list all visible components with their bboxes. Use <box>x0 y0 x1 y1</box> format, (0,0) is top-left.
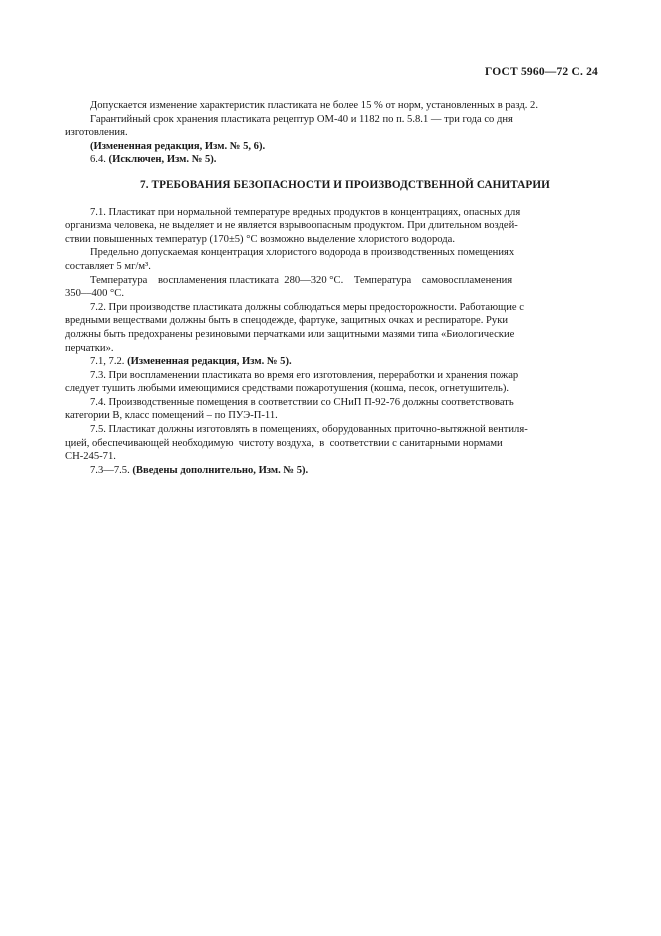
p72-line-3: должны быть предохранены резиновыми перчатками или защитными мазями типа «Биологические <box>65 328 515 340</box>
item-6-4 <box>90 153 598 167</box>
amendment-note-5-6: (Измененная редакция, Изм. № 5, 6). <box>90 140 266 152</box>
p72-line-2: вредными веществами должны быть в спецодежде, фартуке, защитных очках и респираторе. Руки <box>65 315 509 327</box>
p72-line-4: перчатки». <box>65 342 114 354</box>
section-title: 7. ТРЕБОВАНИЯ БЕЗОПАСНОСТИ И ПРОИЗВОДСТВЕННОЙ САНИТАРИИ <box>140 178 550 191</box>
note-7-3-7-5-text: (Введены дополнительно, Изм. № 5). <box>132 464 309 476</box>
paragraph-7-5 <box>65 423 598 464</box>
note-7-1-7-2-number: 7.1, 7.2. <box>90 356 125 368</box>
note-7-1-7-2-text: (Измененная редакция, Изм. № 5). <box>127 356 292 368</box>
paragraph-max-concentration <box>65 246 598 273</box>
paragraph-warranty <box>65 113 598 140</box>
note-7-3-7-5-number: 7.3––7.5. <box>90 464 130 476</box>
warranty-line-1: Гарантийный срок хранения пластиката рецептур ОМ-40 и 1182 по п. 5.8.1 — три года со дня <box>90 113 513 125</box>
amendment-note-7-3-7-5 <box>90 464 598 478</box>
warranty-line-2: изготовления. <box>65 127 128 139</box>
item-6-4-text: (Исключен, Изм. № 5). <box>108 154 217 166</box>
temperature-line-1: Температура воспламенения пластиката 280––320 °С. Температура самовоспламенения <box>90 274 513 286</box>
paragraph-7-1 <box>65 206 598 247</box>
p74-line-1: 7.4. Производственные помещения в соответствии со СНиП П-92-76 должны соответствовать <box>90 396 514 408</box>
p71-line-1: 7.1. Пластикат при нормальной температуре вредных продуктов в концентрациях, опасных для <box>90 206 521 218</box>
amendment-note-7-1-7-2 <box>90 355 598 369</box>
p75-line-3: СН-245-71. <box>65 451 116 463</box>
paragraph-temperatures <box>65 274 598 301</box>
p74-line-2: категории В, класс помещений – по ПУЭ-П-11. <box>65 410 278 422</box>
document-body <box>65 99 598 477</box>
paragraph-tolerance: Допускается изменение характеристик пластиката не более 15 % от норм, установленных в разд. 2. <box>90 100 538 111</box>
paragraph-7-3 <box>65 369 598 396</box>
p75-line-1: 7.5. Пластикат должны изготовлять в помещениях, оборудованных приточно-вытяжной вентиля- <box>90 424 528 436</box>
p73-line-1: 7.3. При воспламенении пластиката во время его изготовления, переработки и хранения пожар <box>90 369 519 381</box>
intro-block <box>65 99 598 167</box>
p75-line-2: цией, обеспечивающей необходимую чистоту воздуха, в соответствии с санитарными нормами <box>65 437 503 449</box>
p72-line-1: 7.2. При производстве пластиката должны соблюдаться меры предосторожности. Работающие с <box>90 301 524 313</box>
concentration-line-1: Предельно допускаемая концентрация хлористого водорода в производственных помещениях <box>90 247 515 259</box>
section-body <box>65 206 598 478</box>
paragraph-7-2 <box>65 301 598 355</box>
temperature-line-2: 350––400 °С. <box>65 288 124 300</box>
item-6-4-number: 6.4. <box>90 154 106 166</box>
page-header: ГОСТ 5960—72 С. 24 <box>485 66 598 78</box>
paragraph-7-4 <box>65 396 598 423</box>
concentration-line-2: составляет 5 мг/м³. <box>65 260 151 272</box>
p71-line-3: ствии повышенных температур (170±5) °С возможно выделение хлористого водорода. <box>65 233 456 245</box>
p71-line-2: организма человека, не выделяет и не является взрывоопасным продуктом. При длительном воздей- <box>65 220 518 232</box>
p73-line-2: следует тушить любыми имеющимися средствами пожаротушения (кошма, песок, огнетушитель). <box>65 383 510 395</box>
